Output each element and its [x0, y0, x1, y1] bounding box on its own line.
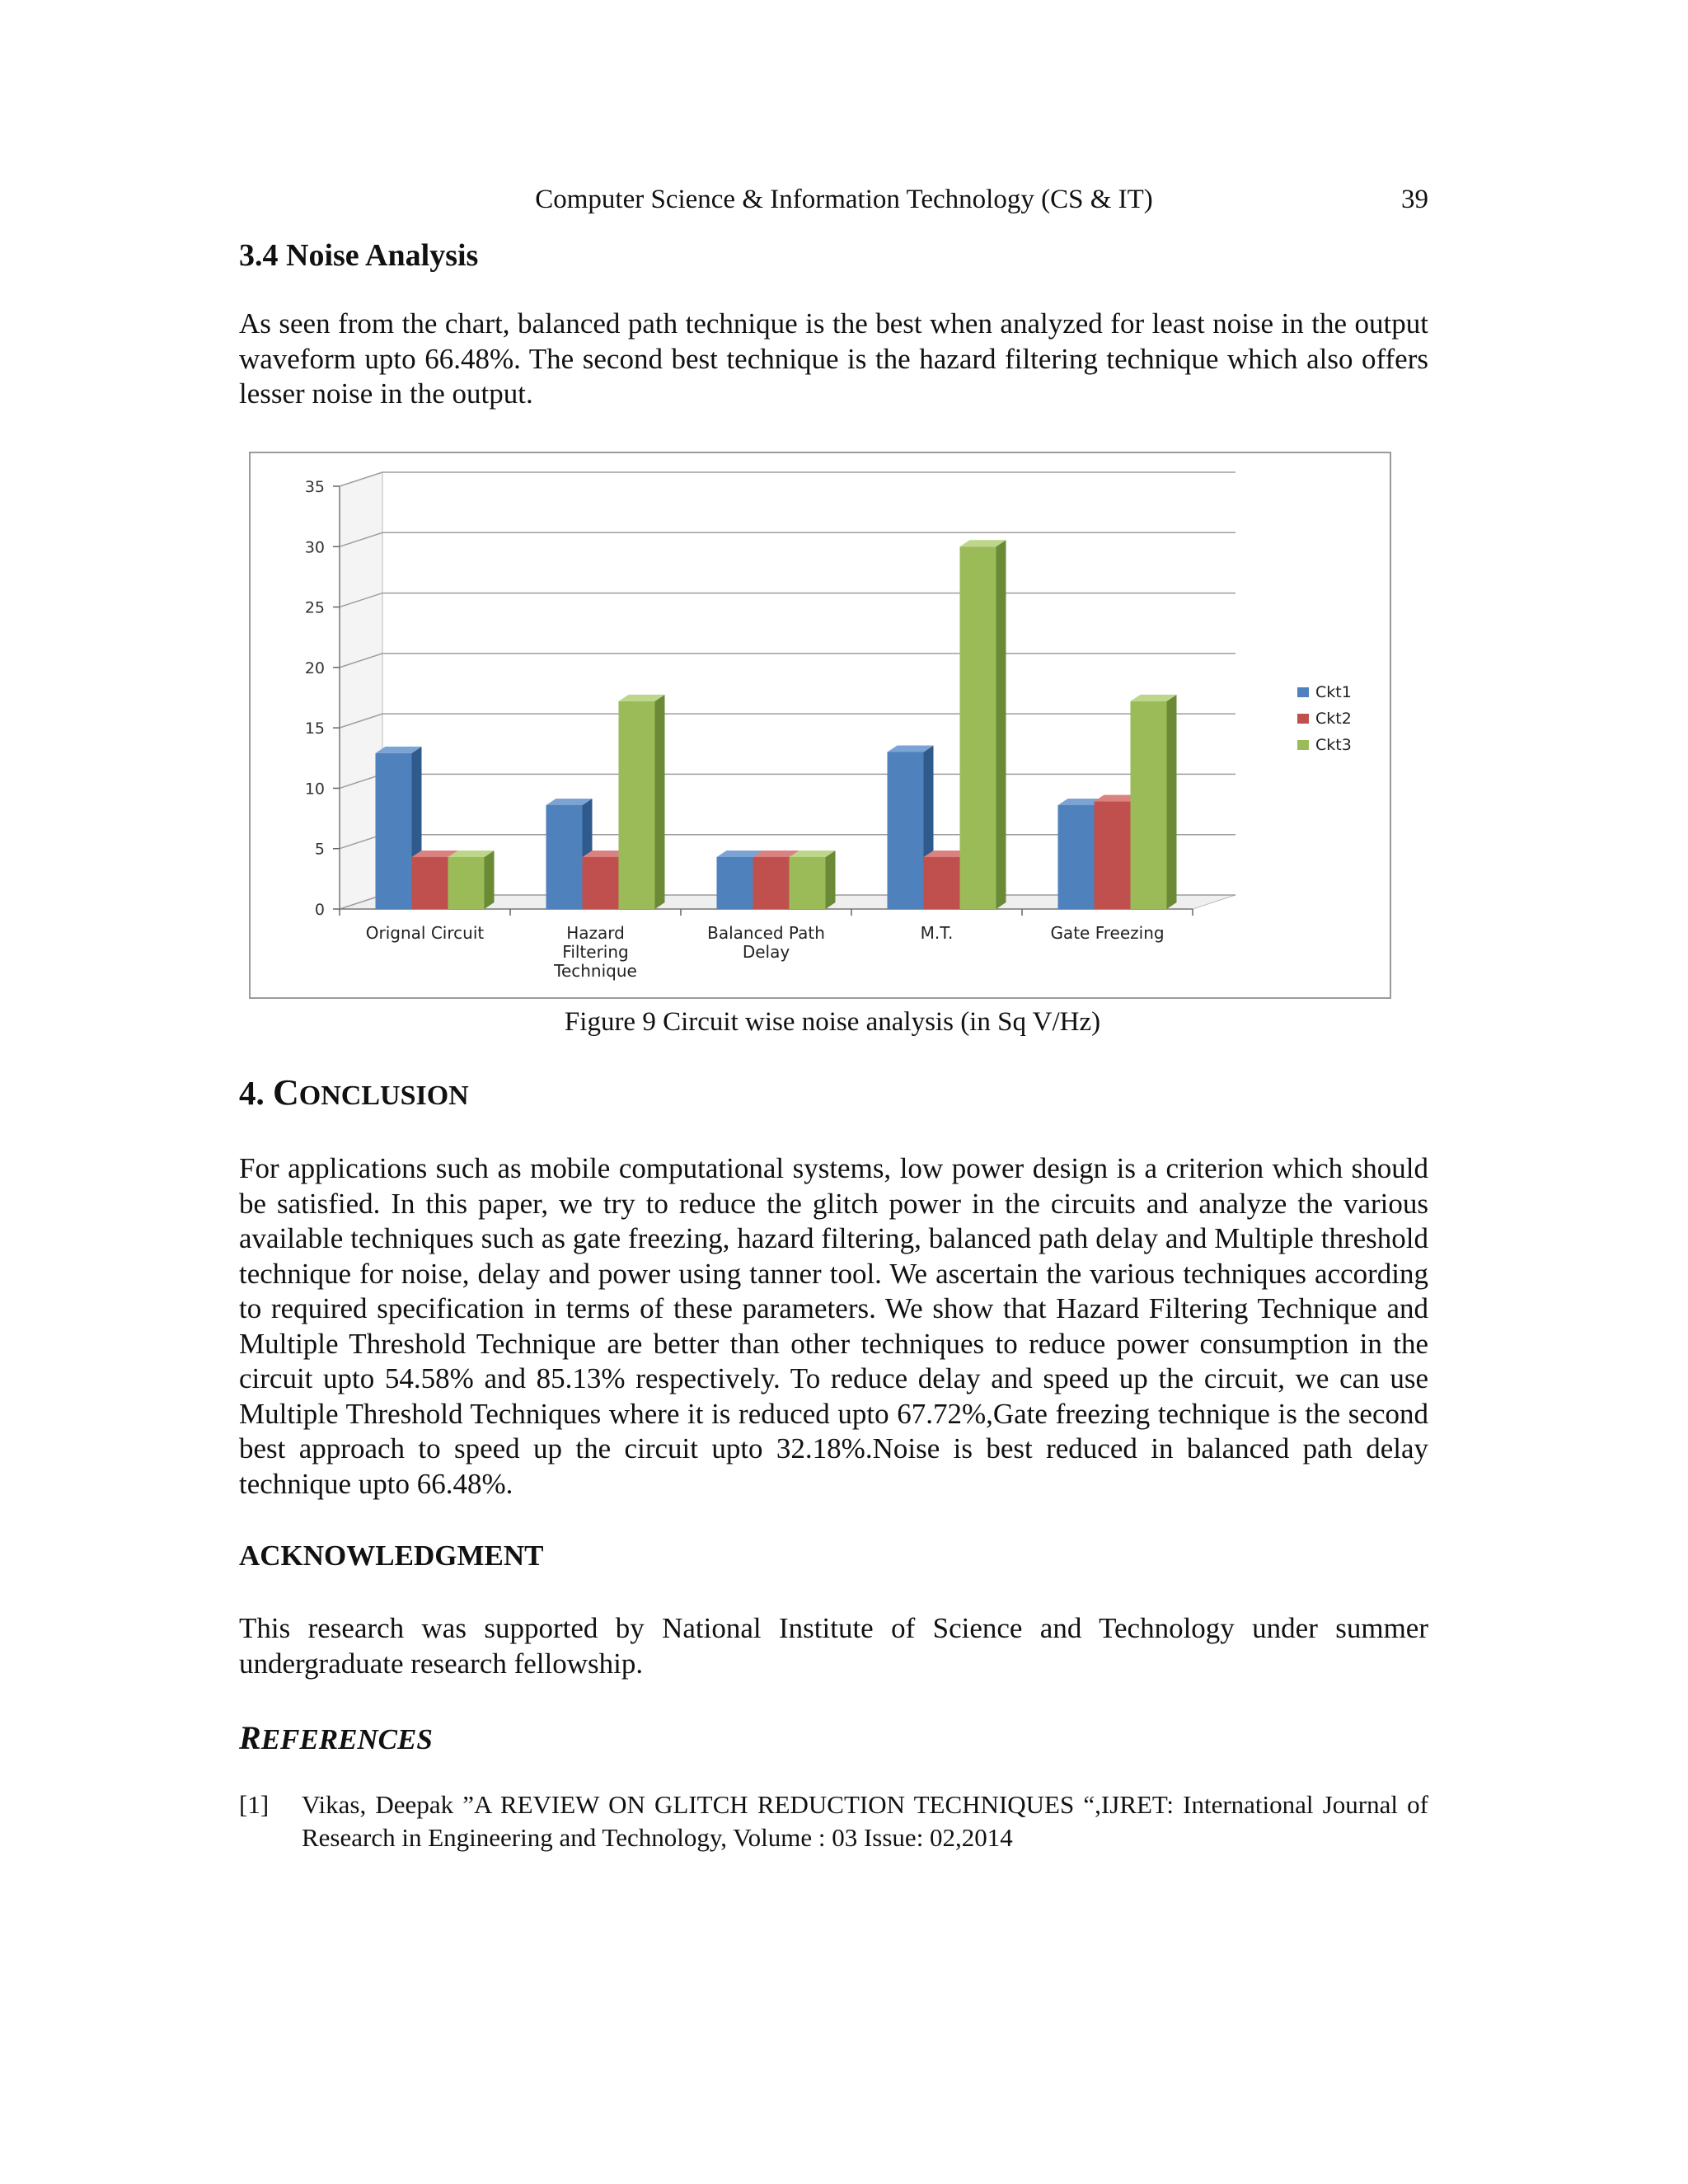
bar	[1131, 701, 1167, 909]
gridline	[340, 714, 1236, 728]
noise-bar-chart	[249, 452, 1391, 999]
gridline	[340, 532, 1236, 546]
bar-side	[655, 695, 665, 909]
section-heading-conclusion	[239, 1071, 469, 1113]
legend-swatch	[1297, 740, 1309, 750]
bar	[412, 857, 448, 909]
bar	[790, 857, 826, 909]
legend-label: Ckt1	[1315, 683, 1352, 701]
conclusion-rest: ONCLUSION	[298, 1080, 469, 1111]
bar	[924, 857, 960, 909]
section-heading-noise-analysis: 3.4 Noise Analysis	[239, 238, 479, 273]
x-category-label: Hazard	[566, 923, 625, 943]
y-tick-label: 30	[304, 538, 325, 557]
y-tick-label: 15	[304, 719, 325, 738]
reference-number: [1]	[239, 1790, 270, 1819]
bar	[753, 857, 790, 909]
figure-caption: Figure 9 Circuit wise noise analysis (in Sq V/Hz)	[564, 1007, 1101, 1037]
bar-side	[826, 851, 836, 909]
x-category-label: Gate Freezing	[1050, 923, 1165, 943]
x-category-label: Balanced Path	[707, 923, 825, 943]
legend-swatch	[1297, 714, 1309, 724]
x-category-label: Delay	[742, 942, 790, 962]
running-header-title: Computer Science & Information Technology (CS & IT)	[535, 185, 1153, 214]
x-category-label: Filtering	[562, 942, 629, 962]
gridline	[340, 654, 1236, 668]
bar	[448, 857, 485, 909]
bar	[546, 805, 583, 909]
reference-text: Vikas, Deepak ”A REVIEW ON GLITCH REDUCTION TECHNIQUES “,IJRET: International Journal of Research in Engineering and Technology, Volume : 03 Issue: 02,2014	[302, 1790, 1428, 1852]
gridline	[340, 472, 1236, 486]
bar-side	[996, 540, 1006, 909]
bar	[1095, 802, 1131, 909]
gridline	[340, 774, 1236, 788]
conclusion-paragraph: For applications such as mobile computational systems, low power design is a criterion which should be satisfied. In this paper, we try to reduce the glitch power in the circuits and analyze the various available techniques such as gate freezing, hazard filtering, balanced path delay and Multiple threshold technique for noise, delay and power using tanner tool. We ascertain the various techniques according to required specification in terms of these parameters. We show that Hazard Filtering Technique and Multiple Threshold Technique are better than other techniques to reduce power consumption in the circuit upto 54.58% and 85.13% respectively. To reduce delay and speed up the circuit, we can use Multiple Threshold Techniques where it is reduced upto 67.72%,Gate freezing technique is the second best approach to speed up the circuit upto 32.18%.Noise is best reduced in balanced path delay technique upto 66.48%.	[239, 1152, 1428, 1500]
x-category-label: Technique	[554, 961, 637, 981]
bar	[583, 857, 619, 909]
x-category-label: M.T.	[920, 923, 954, 943]
bar	[376, 753, 412, 909]
section-heading-acknowledgment: ACKNOWLEDGMENT	[239, 1540, 544, 1572]
y-tick-label: 25	[304, 598, 325, 617]
x-category-label: Orignal Circuit	[365, 923, 485, 943]
chart-canvas	[251, 453, 1390, 997]
bar-side	[1167, 695, 1177, 909]
acknowledgment-paragraph: This research was supported by National Institute of Science and Technology under summer undergraduate research fellowship.	[239, 1612, 1428, 1680]
legend-label: Ckt2	[1315, 710, 1352, 728]
section-heading-references	[239, 1718, 433, 1757]
legend-label: Ckt3	[1315, 736, 1352, 754]
page-number: 39	[1401, 185, 1428, 214]
y-tick-label: 10	[304, 780, 325, 799]
conclusion-number: 4.	[239, 1074, 273, 1112]
bar	[888, 752, 924, 909]
bar	[619, 701, 655, 909]
references-rest: EFERENCES	[260, 1723, 433, 1755]
y-tick-label: 35	[304, 478, 325, 496]
legend-swatch	[1297, 687, 1309, 697]
bar-side	[485, 851, 495, 909]
bar	[1058, 805, 1095, 909]
references-first-letter: R	[239, 1719, 261, 1756]
bar	[717, 857, 753, 909]
conclusion-first-letter: C	[273, 1072, 299, 1113]
y-tick-label: 20	[304, 658, 325, 677]
y-tick-label: 0	[314, 901, 325, 919]
bar	[960, 546, 996, 909]
y-tick-label: 5	[314, 840, 325, 859]
noise-analysis-paragraph: As seen from the chart, balanced path technique is the best when analyzed for least noise in the output waveform upto 66.48%. The second best technique is the hazard filtering technique which also offers lesser noise in the output.	[239, 307, 1428, 410]
gridline	[340, 593, 1236, 607]
